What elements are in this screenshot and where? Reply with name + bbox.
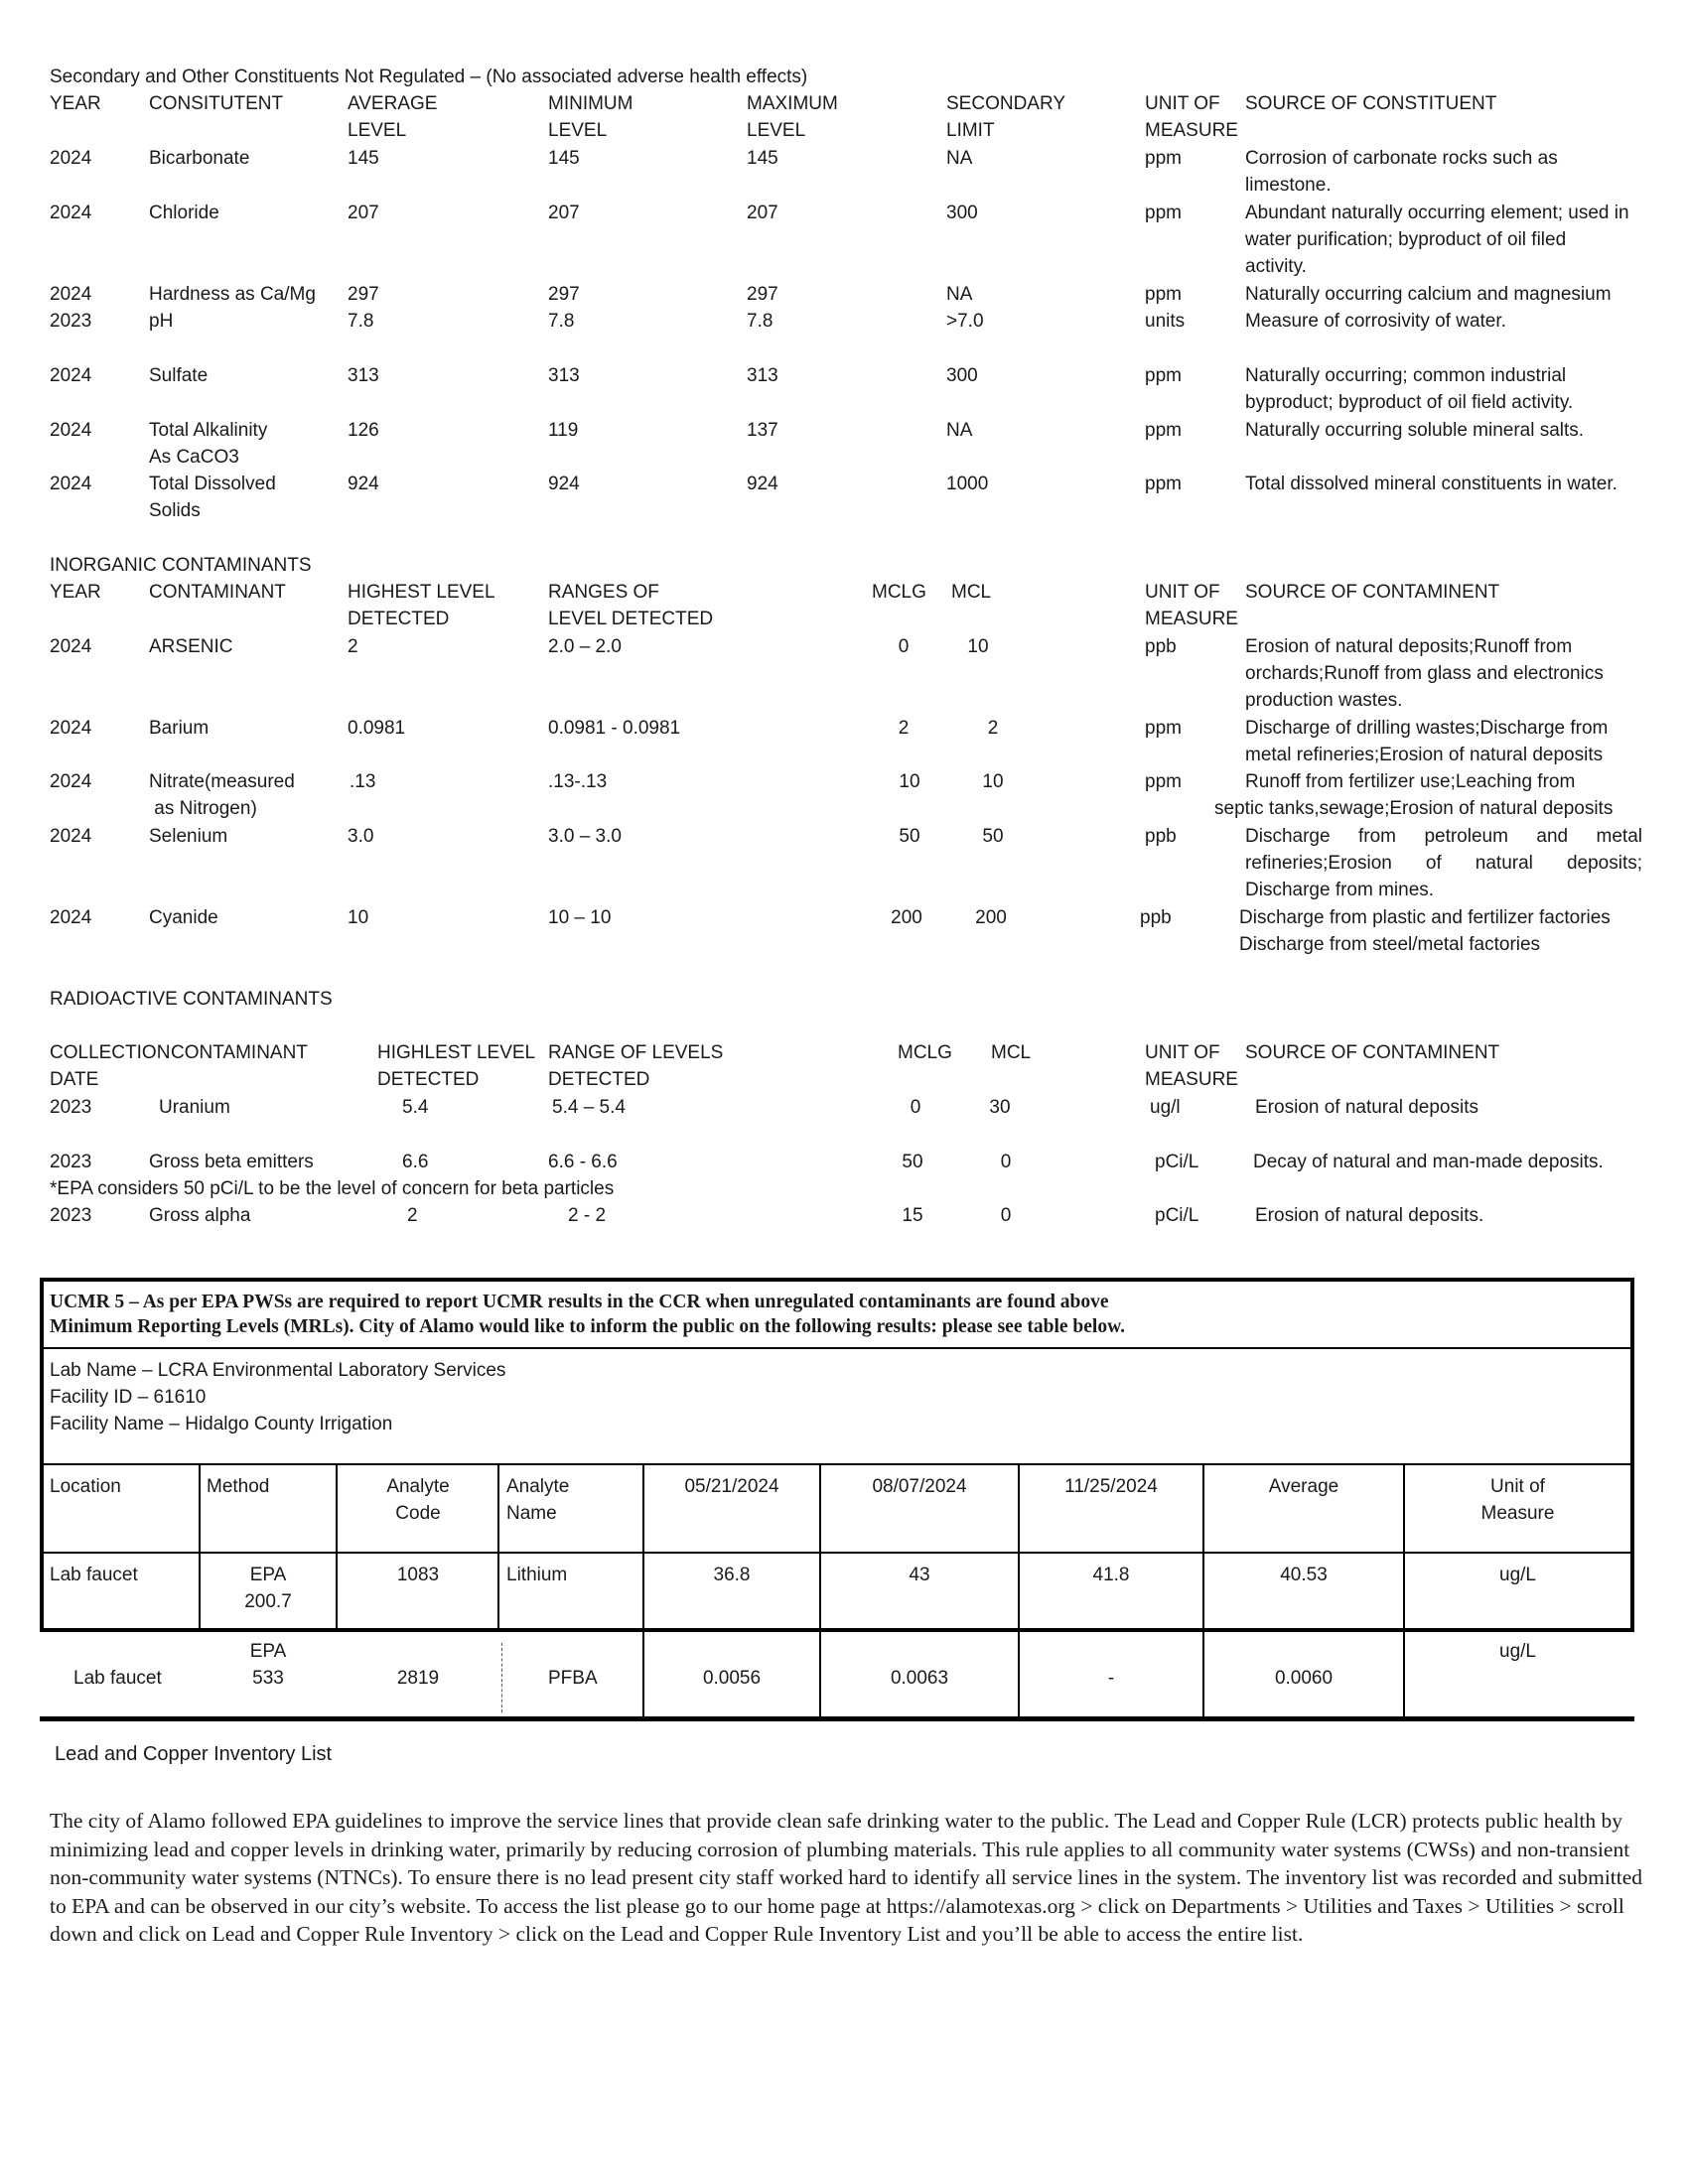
lead-copper-paragraph: The city of Alamo followed EPA guidelines to improve the service lines that provide clean safe drinking water to the public. The Lead and Copper Rule (LCR) protects public health by minimizing lead and copper levels in drinking water, primarily by reducing corrosion of plumbing materials. This rule applies to all community water systems (CWSs) and non-transient non-community water systems (NTNCs). To ensure there is no lead present city staff worked hard to identify all service lines in the system. The inventory list was recorded and submitted to EPA and can be observed in our city’s website. To access the list please go to our home page at https://alamotexas.org > click on Departments > Utilities and Taxes > Utilities > scroll down and click on Lead and Copper Rule Inventory > click on the Lead and Copper Rule Inventory List and you’ll be able to access the entire list. [50, 1809, 1643, 1946]
col-header-average: AVERAGE LEVEL [348, 93, 438, 141]
cell-unit: ppm [1145, 284, 1182, 305]
lead-copper-heading: Lead and Copper Inventory List [55, 1743, 333, 1765]
cell-analyte-name: PFBA [548, 1668, 598, 1689]
cell-source: Total dissolved mineral constituents in water. [1245, 474, 1618, 494]
cell-mcl: 0 [1000, 1152, 1012, 1172]
cell-source: Runoff from fertilizer use;Leaching from [1245, 771, 1576, 792]
cell-min: 297 [548, 284, 580, 305]
cell-mcl: 200 [975, 907, 1007, 928]
cell-source: Erosion of natural deposits. [1255, 1205, 1484, 1226]
cell-highest: 2 [348, 636, 358, 657]
cell-unit: ug/L [1499, 1565, 1536, 1585]
cell-mcl: 10 [967, 636, 989, 657]
cell-limit: 300 [946, 365, 978, 386]
cell-range: 2.0 – 2.0 [548, 636, 622, 657]
cell-mclg: 50 [902, 1152, 923, 1172]
col-header-contaminant: CONTAMINANT [171, 1042, 308, 1063]
cell-year: 2023 [50, 1205, 92, 1226]
cell-source: Discharge of drilling wastes;Discharge from metal refineries;Erosion of natural deposits [1245, 718, 1609, 765]
cell-unit: ppm [1145, 420, 1182, 441]
cell-range: 3.0 – 3.0 [548, 826, 622, 847]
cell-source: septic tanks,sewage;Erosion of natural deposits [1214, 798, 1614, 819]
cell-unit: pCi/L [1155, 1205, 1199, 1226]
cell-source: Corrosion of carbonate rocks such as limestone. [1245, 148, 1558, 196]
ucmr-title-line1: UCMR 5 – As per EPA PWSs are required to report UCMR results in the CCR when unregulated contaminants are found above [50, 1292, 1109, 1312]
cell-limit: NA [946, 148, 973, 169]
secondary-heading: Secondary and Other Constituents Not Regulated – (No associated adverse health effects) [50, 67, 808, 87]
cell-source: Decay of natural and man-made deposits. [1253, 1152, 1604, 1172]
col-header-maximum: MAXIMUM LEVEL [747, 93, 838, 141]
cell-max: 145 [747, 148, 778, 169]
radioactive-heading: RADIOACTIVE CONTAMINANTS [50, 989, 333, 1010]
cell-name: pH [149, 311, 174, 332]
cell-avg: 126 [348, 420, 379, 441]
beta-note: *EPA considers 50 pCi/L to be the level of concern for beta particles [50, 1178, 615, 1199]
cell-unit: units [1145, 311, 1186, 332]
cell-highest: 2 [407, 1205, 418, 1226]
cell-mclg: 2 [898, 718, 910, 739]
col-header-mcl: MCL [991, 1042, 1032, 1063]
cell-name: Nitrate(measured as Nitrogen) [149, 771, 295, 819]
cell-location: Lab faucet [50, 1565, 138, 1585]
cell-year: 2024 [50, 907, 92, 928]
cell-avg: 207 [348, 203, 379, 223]
cell-name: Sulfate [149, 365, 209, 386]
cell-method: EPA 533 [249, 1641, 287, 1689]
col-header-unit: UNIT OF MEASURE [1145, 582, 1238, 629]
cell-year: 2024 [50, 718, 92, 739]
cell-avg: 145 [348, 148, 379, 169]
cell-min: 207 [548, 203, 580, 223]
cell-avg: 313 [348, 365, 379, 386]
cell-highest: 6.6 [402, 1152, 429, 1172]
cell-name: Selenium [149, 826, 228, 847]
cell-range: 6.6 - 6.6 [548, 1152, 618, 1172]
col-header-mcl: MCL [951, 582, 992, 603]
cell-name: Total Dissolved Solids [149, 474, 276, 521]
col-header-mclg: MCLG [898, 1042, 952, 1063]
cell-year: 2024 [50, 826, 92, 847]
col-header-source: SOURCE OF CONTAMINENT [1245, 582, 1500, 603]
cell-min: 145 [548, 148, 580, 169]
cell-avg: 297 [348, 284, 379, 305]
cell-unit: ppm [1145, 365, 1182, 386]
cell-source: Erosion of natural deposits [1255, 1097, 1478, 1118]
cell-max: 7.8 [747, 311, 774, 332]
inorganic-heading: INORGANIC CONTAMINANTS [50, 555, 312, 576]
cell-name: Bicarbonate [149, 148, 250, 169]
cell-analyte-name: Lithium [506, 1565, 568, 1585]
col-header-date3: 11/25/2024 [1064, 1476, 1158, 1497]
cell-highest: .13 [350, 771, 376, 792]
cell-max: 297 [747, 284, 778, 305]
cell-name: Chloride [149, 203, 219, 223]
col-header-unit: Unit of Measure [1480, 1476, 1555, 1524]
col-header-analyte-name: Analyte Name [506, 1476, 570, 1524]
cell-mcl: 50 [982, 826, 1004, 847]
cell-min: 7.8 [548, 311, 575, 332]
cell-mclg: 50 [899, 826, 920, 847]
col-header-mclg: MCLG [872, 582, 926, 603]
cell-name: Cyanide [149, 907, 218, 928]
cell-range: 2 - 2 [568, 1205, 607, 1226]
col-header-range: RANGES OF LEVEL DETECTED [548, 582, 714, 629]
cell-date3: 41.8 [1092, 1565, 1130, 1585]
cell-limit: 1000 [946, 474, 989, 494]
cell-analyte-code: 2819 [396, 1668, 440, 1689]
cell-name: Uranium [159, 1097, 230, 1118]
cell-range: .13-.13 [548, 771, 608, 792]
cell-date3: - [1107, 1668, 1115, 1689]
cell-unit: ug/l [1150, 1097, 1181, 1118]
cell-limit: >7.0 [946, 311, 984, 332]
col-header-date1: 05/21/2024 [684, 1476, 779, 1497]
cell-mcl: 10 [982, 771, 1004, 792]
cell-range: 5.4 – 5.4 [552, 1097, 626, 1118]
cell-mclg: 10 [899, 771, 920, 792]
cell-year: 2024 [50, 474, 92, 494]
cell-name: Hardness as Ca/Mg [149, 284, 316, 305]
cell-mcl: 2 [987, 718, 999, 739]
cell-unit: ppm [1145, 474, 1182, 494]
cell-analyte-code: 1083 [396, 1565, 440, 1585]
cell-max: 137 [747, 420, 778, 441]
cell-mcl: 30 [989, 1097, 1011, 1118]
cell-unit: ppb [1140, 907, 1172, 928]
col-header-location: Location [50, 1476, 121, 1497]
col-header-date: COLLECTION DATE [50, 1042, 171, 1090]
cell-source: Discharge from petroleum and metal refineries;Erosion of natural deposits; Discharge from mines. [1245, 826, 1642, 900]
cell-year: 2024 [50, 636, 92, 657]
cell-mclg: 200 [891, 907, 922, 928]
cell-average: 0.0060 [1274, 1668, 1334, 1689]
cell-range: 0.0981 - 0.0981 [548, 718, 681, 739]
cell-year: 2024 [50, 771, 92, 792]
cell-name: Gross alpha [149, 1205, 251, 1226]
cell-year: 2024 [50, 148, 92, 169]
facility-id: Facility ID – 61610 [50, 1387, 207, 1408]
col-header-year: YEAR [50, 582, 101, 603]
cell-limit: NA [946, 284, 973, 305]
col-header-constituent: CONSITUTENT [149, 93, 284, 114]
col-header-date2: 08/07/2024 [872, 1476, 967, 1497]
col-header-unit: UNIT OF MEASURE [1145, 93, 1238, 141]
cell-source: Abundant naturally occurring element; used in water purification; byproduct of oil filed activity. [1245, 203, 1629, 277]
cell-mclg: 0 [910, 1097, 921, 1118]
cell-year: 2024 [50, 365, 92, 386]
cell-source: Naturally occurring; common industrial byproduct; byproduct of oil field activity. [1245, 365, 1574, 413]
cell-name: Barium [149, 718, 210, 739]
cell-highest: 10 [348, 907, 369, 928]
cell-year: 2023 [50, 1097, 92, 1118]
col-header-range: RANGE OF LEVELS DETECTED [548, 1042, 724, 1090]
cell-unit: ug/L [1499, 1641, 1536, 1662]
cell-year: 2024 [50, 284, 92, 305]
cell-unit: ppm [1145, 718, 1182, 739]
cell-min: 313 [548, 365, 580, 386]
cell-year: 2023 [50, 311, 92, 332]
cell-min: 119 [548, 420, 579, 441]
col-header-analyte-code: Analyte Code [386, 1476, 450, 1524]
cell-source: Naturally occurring calcium and magnesium [1245, 284, 1612, 305]
cell-name: Total Alkalinity As CaCO3 [149, 420, 268, 468]
cell-date1: 36.8 [713, 1565, 751, 1585]
cell-name: ARSENIC [149, 636, 233, 657]
cell-unit: ppb [1145, 636, 1177, 657]
cell-mclg: 15 [902, 1205, 923, 1226]
cell-unit: ppm [1145, 771, 1182, 792]
ucmr-title-line2: Minimum Reporting Levels (MRLs). City of Alamo would like to inform the public on the following results: please see table below. [50, 1316, 1125, 1337]
cell-date2: 0.0063 [890, 1668, 949, 1689]
cell-range: 10 – 10 [548, 907, 612, 928]
cell-limit: NA [946, 420, 973, 441]
cell-date2: 43 [909, 1565, 930, 1585]
cell-date1: 0.0056 [702, 1668, 762, 1689]
cell-source: Discharge from steel/metal factories [1239, 934, 1541, 955]
col-header-year: YEAR [50, 93, 101, 114]
cell-unit: pCi/L [1155, 1152, 1199, 1172]
cell-min: 924 [548, 474, 580, 494]
col-header-contaminant: CONTAMINANT [149, 582, 286, 603]
cell-year: 2024 [50, 203, 92, 223]
cell-unit: ppb [1145, 826, 1177, 847]
cell-year: 2023 [50, 1152, 92, 1172]
col-header-source: SOURCE OF CONTAMINENT [1245, 1042, 1500, 1063]
cell-year: 2024 [50, 420, 92, 441]
cell-source: Erosion of natural deposits;Runoff from orchards;Runoff from glass and electronics production wastes. [1245, 636, 1604, 711]
cell-limit: 300 [946, 203, 978, 223]
cell-mclg: 0 [898, 636, 910, 657]
cell-highest: 3.0 [348, 826, 374, 847]
cell-mcl: 0 [1000, 1205, 1012, 1226]
cell-max: 207 [747, 203, 778, 223]
cell-unit: ppm [1145, 203, 1182, 223]
cell-max: 924 [747, 474, 778, 494]
col-header-method: Method [207, 1476, 270, 1497]
col-header-minimum: MINIMUM LEVEL [548, 93, 633, 141]
cell-method: EPA 200.7 [244, 1565, 292, 1612]
col-header-secondary-limit: SECONDARY LIMIT [946, 93, 1066, 141]
lab-name: Lab Name – LCRA Environmental Laboratory Services [50, 1360, 506, 1381]
cell-avg: 924 [348, 474, 379, 494]
cell-highest: 0.0981 [348, 718, 406, 739]
col-header-highest: HIGHEST LEVEL DETECTED [348, 582, 495, 629]
col-header-average: Average [1268, 1476, 1339, 1497]
cell-average: 40.53 [1280, 1565, 1328, 1585]
facility-name: Facility Name – Hidalgo County Irrigation [50, 1414, 393, 1434]
cell-highest: 5.4 [402, 1097, 429, 1118]
cell-source: Measure of corrosivity of water. [1245, 311, 1506, 332]
col-header-highest: HIGHLEST LEVEL DETECTED [377, 1042, 536, 1090]
col-header-source: SOURCE OF CONSTITUENT [1245, 93, 1497, 114]
cell-avg: 7.8 [348, 311, 374, 332]
cell-source: Naturally occurring soluble mineral salts. [1245, 420, 1585, 441]
cell-source: Discharge from plastic and fertilizer factories [1239, 907, 1611, 928]
col-header-unit: UNIT OF MEASURE [1145, 1042, 1238, 1090]
cell-location: Lab faucet [73, 1668, 162, 1689]
cell-unit: ppm [1145, 148, 1182, 169]
cell-name: Gross beta emitters [149, 1152, 314, 1172]
cell-max: 313 [747, 365, 778, 386]
